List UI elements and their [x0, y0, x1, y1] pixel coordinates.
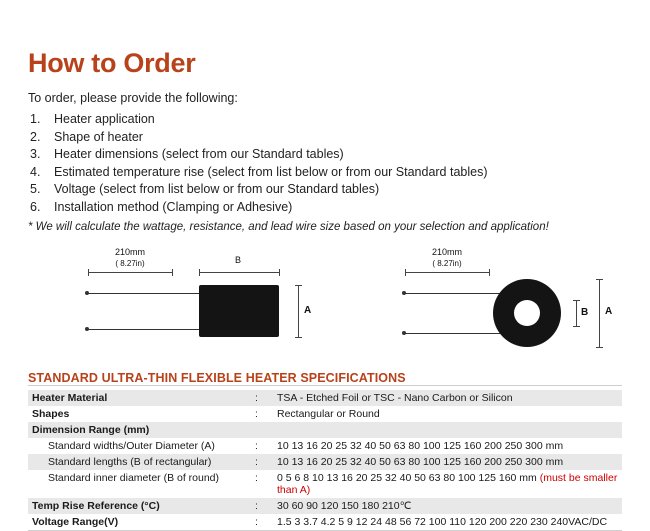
row-colon [251, 422, 273, 438]
rect-height-label: A [304, 305, 312, 316]
list-item-number: 2. [30, 129, 41, 144]
row-value [273, 470, 622, 498]
spec-table-heading: STANDARD ULTRA-THIN FLEXIBLE HEATER SPECIFICATIONS [28, 371, 406, 385]
rect-lead-dimline [88, 272, 172, 273]
page-title: How to Order [28, 48, 196, 78]
table-row [28, 390, 622, 406]
list-item [28, 199, 622, 217]
row-label: Voltage Range(V) [28, 514, 251, 530]
round-inner-label: B [581, 307, 589, 318]
spec-table-wrapper [28, 385, 622, 531]
round-outer-dimline [599, 279, 600, 347]
rect-width-tick-right [279, 269, 280, 276]
table-row [28, 406, 622, 422]
intro-text: To order, please provide the following: [28, 91, 238, 105]
list-item-number: 1. [30, 112, 41, 126]
table-row [28, 514, 622, 530]
row-label: Shapes [28, 406, 251, 422]
rect-lead-dimension-label: 210mm ( 8.27in) [114, 247, 145, 268]
list-item-label: Installation method (Clamping or Adhesive) [54, 199, 293, 214]
round-heater-inner-hole [514, 300, 540, 326]
row-colon: : [251, 498, 273, 514]
list-item-label: Heater application [54, 112, 155, 126]
round-outer-tick-top [596, 279, 603, 280]
row-label: Dimension Range (mm) [28, 422, 251, 438]
list-item-label: Shape of heater [54, 129, 143, 144]
row-label: Heater Material [28, 390, 251, 406]
diagram-row [28, 247, 622, 357]
list-item [28, 129, 622, 147]
list-item-label: Heater dimensions (select from our Standard tables) [54, 147, 344, 161]
rect-lead-tip-bottom [85, 327, 89, 331]
rectangular-heater-diagram [76, 247, 346, 357]
row-value: 1.5 3 3.7 4.2 5 9 12 24 48 56 72 100 110 120 200 220 230 240VAC/DC [273, 514, 622, 530]
round-lead-tip-bottom [402, 331, 406, 335]
list-item [28, 111, 622, 129]
rect-lead-wire-bottom [88, 329, 200, 330]
rect-height-dimline [298, 285, 299, 337]
table-row [28, 498, 622, 514]
wattage-note: * We will calculate the wattage, resistance, and lead wire size based on your selection and application! [28, 221, 549, 233]
row-value-text: 0 5 6 8 10 13 16 20 25 32 40 50 63 80 100 125 160 mm [277, 472, 537, 484]
round-inner-tick-bottom [573, 326, 580, 327]
list-item-label: Estimated temperature rise (select from list below or from our Standard tables) [54, 164, 488, 179]
rect-height-tick-top [295, 285, 302, 286]
round-inner-dimline [576, 300, 577, 326]
table-row [28, 438, 622, 454]
rect-lead-tick-left [88, 269, 89, 276]
round-lead-wire-top [405, 293, 501, 294]
round-lead-tip-top [402, 291, 406, 295]
row-colon: : [251, 438, 273, 454]
rect-lead-tip-top [85, 291, 89, 295]
row-value: 30 60 90 120 150 180 210℃ [273, 498, 622, 514]
list-item [28, 164, 622, 182]
rect-height-tick-bottom [295, 337, 302, 338]
order-steps-list [28, 111, 622, 216]
row-colon: : [251, 514, 273, 530]
row-value-warning: (must be smaller than A) [277, 472, 618, 496]
row-label: Temp Rise Reference (°C) [28, 498, 251, 514]
rect-width-dimline [199, 272, 279, 273]
row-colon: : [251, 406, 273, 422]
list-item [28, 146, 622, 164]
round-lead-wire-bottom [405, 333, 501, 334]
row-colon: : [251, 470, 273, 498]
row-value: 10 13 16 20 25 32 40 50 63 80 100 125 160 200 250 300 mm [273, 438, 622, 454]
spec-table [28, 390, 622, 530]
list-item-label: Voltage (select from list below or from our Standard tables) [54, 182, 380, 196]
round-lead-tick-right [489, 269, 490, 276]
row-colon: : [251, 390, 273, 406]
list-item-number: 5. [30, 182, 41, 196]
rect-heater-body [199, 285, 279, 337]
row-value: Rectangular or Round [273, 406, 622, 422]
table-row [28, 470, 622, 498]
round-inner-tick-top [573, 300, 580, 301]
row-colon: : [251, 454, 273, 470]
row-label: Standard inner diameter (B of round) [28, 470, 251, 498]
row-value: TSA - Etched Foil or TSC - Nano Carbon or Silicon [273, 390, 622, 406]
row-label: Standard lengths (B of rectangular) [28, 454, 251, 470]
row-label: Standard widths/Outer Diameter (A) [28, 438, 251, 454]
rect-width-tick-left [199, 269, 200, 276]
rect-lead-wire-top [88, 293, 200, 294]
round-heater-diagram [383, 247, 650, 357]
list-item-number: 6. [30, 199, 41, 214]
rect-width-label: B [234, 255, 241, 265]
round-lead-dimension-label: 210mm ( 8.27in) [431, 247, 462, 268]
round-lead-dimline [405, 272, 489, 273]
round-lead-tick-left [405, 269, 406, 276]
row-value: 10 13 16 20 25 32 40 50 63 80 100 125 160 200 250 300 mm [273, 454, 622, 470]
round-outer-label: A [605, 306, 613, 317]
list-item [28, 181, 622, 199]
list-item-number: 4. [30, 164, 41, 179]
table-row [28, 454, 622, 470]
list-item-number: 3. [30, 147, 41, 161]
table-row [28, 422, 622, 438]
round-outer-tick-bottom [596, 347, 603, 348]
row-value [273, 422, 622, 438]
rect-lead-tick-right [172, 269, 173, 276]
